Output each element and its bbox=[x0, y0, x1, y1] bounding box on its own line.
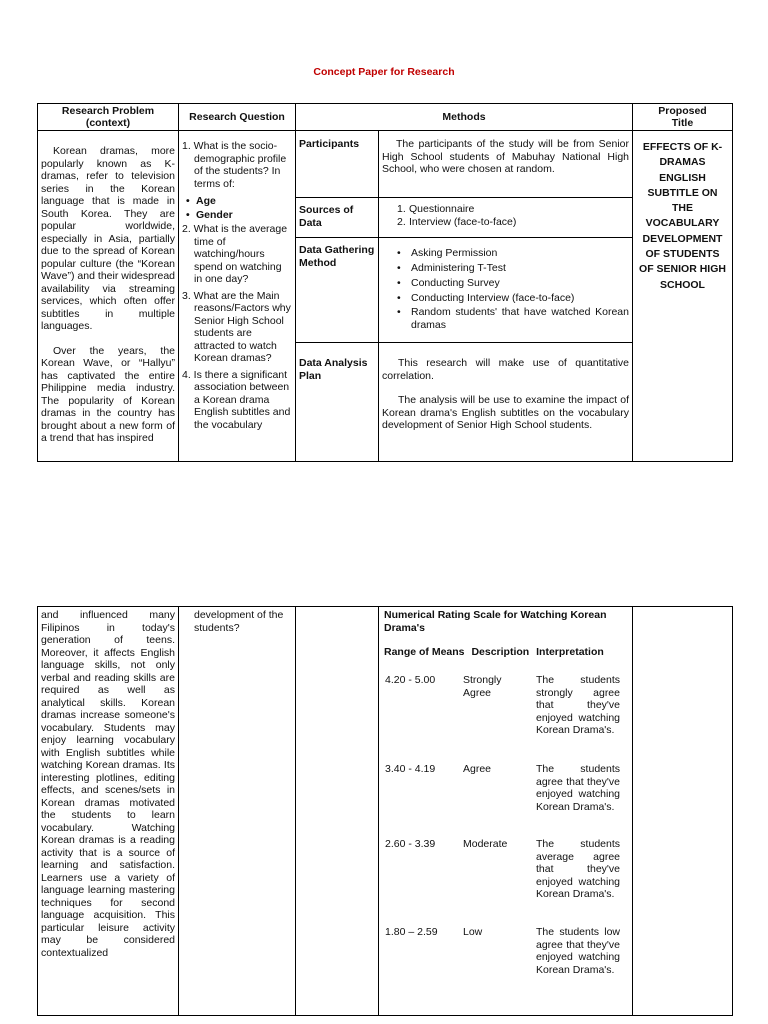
concept-table-page-1 bbox=[37, 103, 733, 462]
participants-label: Participants bbox=[296, 131, 379, 198]
header-proposed-title: Proposed Title bbox=[633, 104, 732, 131]
question-1: 1. What is the socio-demographic profile of the students? In terms of: bbox=[182, 140, 287, 190]
gathering-item: • Conducting Interview (face-to-face) bbox=[393, 291, 629, 306]
col-desc-header: Description bbox=[471, 646, 530, 658]
header-methods: Methods bbox=[296, 104, 633, 131]
rating-description: Strongly Agree bbox=[463, 674, 502, 699]
concept-table-page-2 bbox=[37, 606, 733, 1016]
problem-paragraph-1: Korean dramas, more popularly known as K-dramas, refer to television series in the Korean language that is made in South Korea. They are popular worldwide, especially in Asia, partially due to the spread of Korean popular culture (the “Korean Wave”) and their widespread availability via streaming services, which often offer subtitles in multiple languages. bbox=[41, 145, 175, 332]
rating-description: Agree bbox=[463, 763, 492, 775]
rating-interpretation: The students low agree that they've enjoyed watching Korean Drama's. bbox=[536, 926, 620, 976]
gathering-item: • Asking Permission bbox=[393, 246, 629, 261]
rating-interpretation: The students strongly agree that they've enjoyed watching Korean Drama's. bbox=[536, 674, 620, 736]
methods-label-continued bbox=[296, 607, 379, 1015]
bullet-age: • Age bbox=[182, 195, 292, 208]
rating-description: Low bbox=[463, 926, 483, 938]
analysis-paragraph-2: The analysis will be use to examine the impact of Korean drama's English subtitles on the vocabulary development of Senior High School students. bbox=[382, 394, 629, 431]
sources-cell bbox=[379, 198, 633, 238]
header-research-problem: Research Problem (context) bbox=[38, 104, 179, 131]
question-4: 4. Is there a significant association between a Korean drama English subtitles and the vocabulary bbox=[182, 368, 291, 431]
research-problem-cell bbox=[38, 131, 179, 461]
source-item: 1. Questionnaire bbox=[397, 203, 475, 215]
gathering-label: Data Gathering Method bbox=[296, 238, 379, 343]
question-3: 3. What are the Main reasons/Factors why Senior High School students are attracted to watch Korean dramas? bbox=[182, 289, 291, 364]
rating-range: 2.60 - 3.39 bbox=[385, 838, 436, 850]
research-problem-continued bbox=[38, 607, 179, 1015]
problem-paragraph-2: Over the years, the Korean Wave, or “Hallyu” has captivated the entire Philippine media industry. The popularity of Korean dramas in the country has brought about a new form of a trend that has inspired bbox=[41, 344, 175, 444]
rating-range: 3.40 - 4.19 bbox=[385, 763, 436, 775]
analysis-label: Data Analysis Plan bbox=[296, 343, 379, 461]
bullet-gender: • Gender bbox=[182, 209, 292, 222]
source-item: 2. Interview (face-to-face) bbox=[397, 215, 517, 228]
gathering-item: • Random students' that have watched Korean dramas bbox=[393, 306, 629, 332]
sources-label: Sources of Data bbox=[296, 198, 379, 238]
question-2: 2. What is the average time of watching/hours spend on watching in one day? bbox=[182, 223, 288, 285]
problem-paragraph-continued: and influenced many Filipinos in today's generation of teens. Moreover, it affects English language skills, not only verbal and reading skills are required as well as analytical skills. Korean dramas increase someone's vocabulary. Students may enjoy learning vocabulary with English subtitles while watching Korean dramas. Its interesting plotlines, editing effects, and scenes/sets in Korean dramas motivated the students to learn vocabulary. Watching Korean dramas is a reading activity that is a source of learning and satisfaction. Learners use a variety of language learning mastering techniques for second language acquisition. This particular leisure activity may be considered contextualized bbox=[41, 609, 175, 959]
rating-range: 1.80 – 2.59 bbox=[385, 926, 438, 938]
research-question-continued bbox=[179, 607, 296, 1015]
participants-paragraph: The participants of the study will be from Senior High School students of Mabuhay National High School, who were chosen at random. bbox=[382, 138, 629, 175]
proposed-title-cell bbox=[633, 131, 732, 461]
analysis-cell bbox=[379, 343, 633, 461]
header-research-question: Research Question bbox=[179, 104, 296, 131]
rating-scale-header bbox=[384, 646, 633, 659]
rating-scale-cell bbox=[379, 607, 633, 1015]
gathering-cell bbox=[379, 238, 633, 343]
rating-description: Moderate bbox=[463, 838, 508, 850]
gathering-item: • Conducting Survey bbox=[393, 276, 629, 291]
rating-interpretation: The students agree that they've enjoyed watching Korean Drama's. bbox=[536, 763, 620, 813]
gathering-item: • Administering T-Test bbox=[393, 261, 629, 276]
document-title: Concept Paper for Research bbox=[313, 66, 455, 78]
proposed-title-text: EFFECTS OF K-DRAMAS ENGLISH SUBTITLE ON THE VOCABULARY DEVELOPMENT OF STUDENTS OF SENIOR HIGH SCHOOL bbox=[639, 141, 726, 291]
rating-range: 4.20 - 5.00 bbox=[385, 674, 436, 686]
research-question-cell bbox=[179, 131, 296, 461]
col-interp-header: Interpretation bbox=[536, 646, 604, 658]
rating-interpretation: The students average agree that they've enjoyed watching Korean Drama's. bbox=[536, 838, 620, 900]
col-range-header: Range of Means bbox=[384, 646, 465, 658]
participants-text bbox=[379, 131, 633, 198]
question-4-continued: development of the students? bbox=[194, 609, 284, 634]
rating-scale-title: Numerical Rating Scale for Watching Korean Drama's bbox=[384, 609, 607, 634]
analysis-paragraph-1: This research will make use of quantitative correlation. bbox=[382, 357, 629, 382]
proposed-title-continued bbox=[633, 607, 732, 1015]
